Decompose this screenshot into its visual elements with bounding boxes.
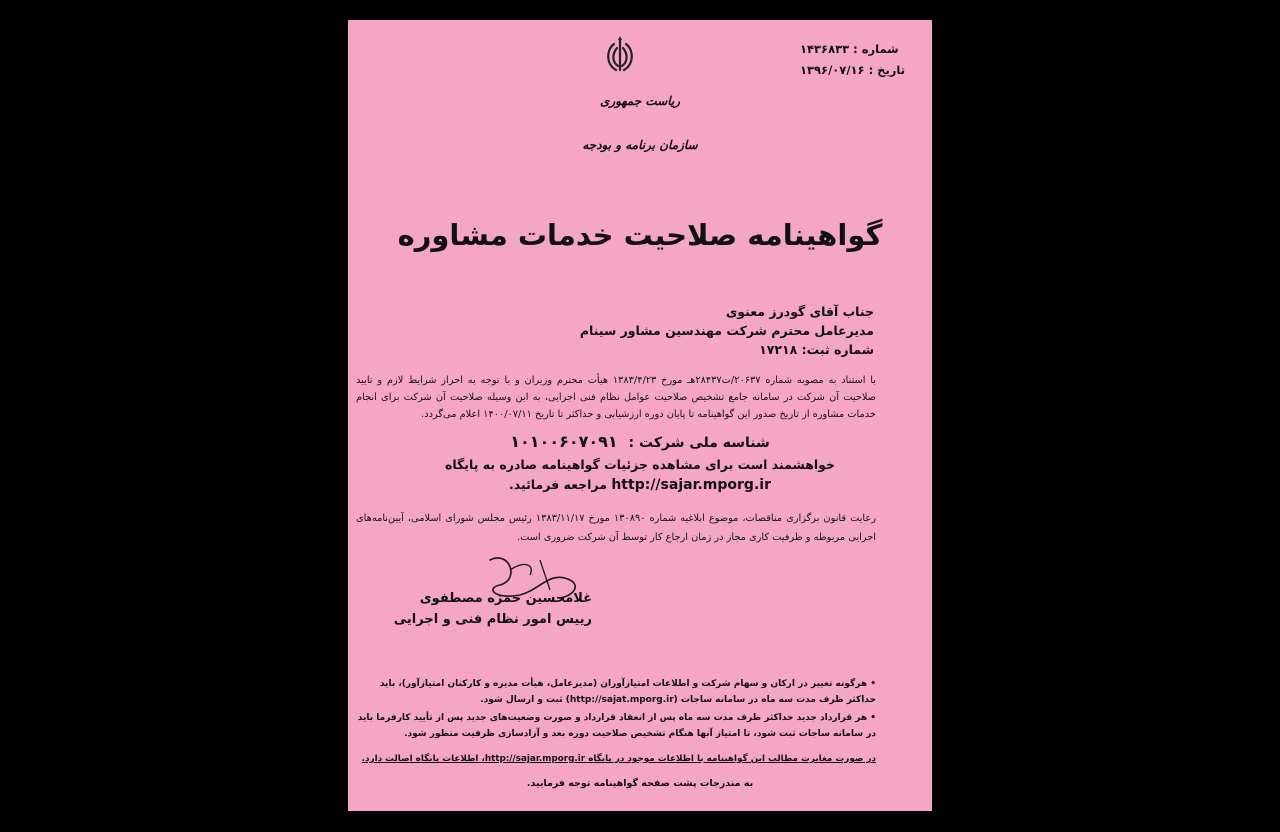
registration-number: شماره ثبت: ۱۷۲۱۸ bbox=[759, 342, 874, 357]
iran-emblem-icon bbox=[600, 34, 640, 78]
regulation-note: رعایت قانون برگزاری مناقصات، موضوع ابلاغیه شماره ۱۳۰۸۹۰ مورخ ۱۳۸۳/۱۱/۱۷ رئیس مجلس شورای اسلامی، آیین‌نامه‌های اجرایی مربوطه و ظرفیت کاری مجاز در زمان ارجاع کار توسط آن شرکت ضروری است. bbox=[356, 513, 876, 543]
date-label: تاریخ : bbox=[868, 63, 906, 77]
national-id bbox=[348, 432, 932, 451]
number-label: شماره : bbox=[853, 42, 899, 56]
letter-date bbox=[800, 63, 905, 77]
number-value: ۱۴۳۶۸۳۳ bbox=[800, 42, 850, 56]
signatory-title: رییس امور نظام فنی و اجرایی bbox=[393, 612, 592, 627]
footnote-2-text: هر قرارداد جدید حداکثر ظرف مدت سه ماه پس از انعقاد قرارداد و صورت وضعیت‌های جدید پس از تأیید کارفرما باید در سامانه ساجات ثبت شود، تا امتیاز آنها هنگام تشخیص صلاحیت دوره بعد و آزادسازی ظرفیت منظور شود. bbox=[357, 713, 876, 739]
date-value: ۱۳۹۶/۰۷/۱۶ bbox=[800, 63, 865, 77]
certificate-body: با استناد به مصوبه شماره ۲۰۶۳۷/ت۲۸۴۳۷هـ مورخ ۱۳۸۳/۴/۲۳ هیأت محترم وزیران و با توجه به احراز شرایط لازم و تایید صلاحیت آن شرکت در سامانه جامع تشخیص صلاحیت عوامل نظام فنی اجرایی، به این وسیله صلاحیت آن شرکت برای انجام خدمات مشاوره از تاریخ صدور این گواهینامه تا پایان دوره ارزشیابی و حداکثر تا تاریخ ۱۴۰۰/۰۷/۱۱ اعلام می‌گردد. bbox=[356, 375, 876, 420]
footnote-2 bbox=[356, 710, 876, 742]
signatory-name: غلامحسین حمزه مصطفوی bbox=[419, 591, 592, 606]
letter-number bbox=[800, 42, 899, 56]
certificate-sheet bbox=[348, 20, 932, 811]
portal-suffix: مراجعه فرمائید. bbox=[509, 477, 607, 492]
discrepancy-note: در صورت مغایرت مطالب این گواهینامه با اطلاعات موجود در پایگاه http://sajar.mporg.ir، اطلاعات پایگاه اصالت دارد. bbox=[361, 754, 876, 764]
recipient-name: جناب آقای گودرز معنوی bbox=[725, 304, 874, 319]
footnote-1 bbox=[356, 676, 876, 708]
back-page-note: به مندرجات پشت صفحه گواهینامه توجه فرمایید. bbox=[526, 778, 754, 789]
plan-budget-org-label: سازمان برنامه و بودجه bbox=[582, 138, 698, 152]
bullet-icon: • bbox=[867, 713, 876, 723]
national-id-value: ۱۰۱۰۰۶۰۷۰۹۱ bbox=[510, 432, 618, 451]
national-id-label: شناسه ملی شرکت : bbox=[628, 435, 770, 451]
footnote-1-text: هرگونه تغییر در ارکان و سهام شرکت و اطلاعات امتیازآوران (مدیرعامل، هیأت مدیره و کارکنان امتیازآور)، باید حداکثر ظرف مدت سه ماه در سامانه ساجات (http://sajat.mporg.ir) ثبت و ارسال شود. bbox=[379, 679, 876, 705]
presidency-label: ریاست جمهوری bbox=[599, 94, 681, 108]
portal-instruction: خواهشمند است برای مشاهده جزئیات گواهینامه صادره به پایگاه bbox=[444, 457, 836, 472]
portal-line bbox=[348, 477, 932, 493]
recipient-position: مدیرعامل محترم شرکت مهندسین مشاور سینام bbox=[579, 323, 874, 338]
bullet-icon: • bbox=[867, 679, 876, 689]
portal-url-link[interactable]: http://sajar.mporg.ir bbox=[611, 477, 771, 493]
certificate-title: گواهینامه صلاحیت خدمات مشاوره bbox=[397, 218, 883, 252]
